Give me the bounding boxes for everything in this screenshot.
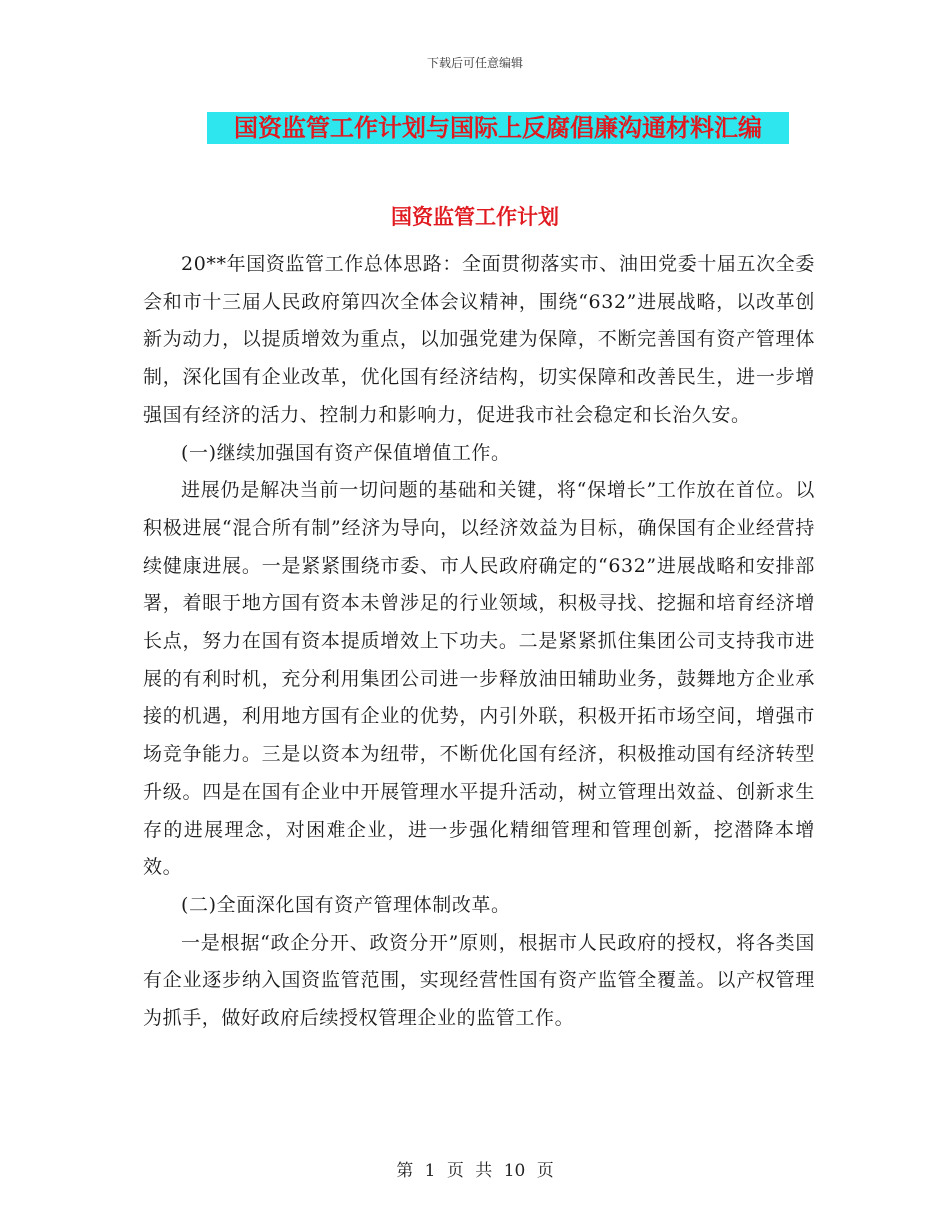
paragraph-reform: 一是根据“政企分开、政资分开”原则，根据市人民政府的授权，将各类国有企业逐步纳入国资监管范围，实现经营性国有资产监管全覆盖。以产权管理为抓手，做好政府后续授权管理企业的监管工作。 [143,931,815,1030]
section-title: 国资监管工作计划 [391,204,559,229]
document-body [143,246,815,1038]
paragraph-heading-2: (二)全面深化国有资产管理体制改革。 [181,893,511,916]
document-title: 国资监管工作计划与国际上反腐倡廉沟通材料汇编 [207,112,789,144]
paragraph-heading-1: (一)继续加强国有资产保值增值工作。 [181,441,511,464]
page-footer: 第 1 页 共 10 页 [396,1161,554,1181]
paragraph-overview: 20**年国资监管工作总体思路：全面贯彻落实市、油田党委十届五次全委会和市十三届人民政府第四次全体会议精神，围绕“632”进展战略，以改革创新为动力，以提质增效为重点，以加强党建为保障，不断完善国有资产管理体制，深化国有企业改革，优化国有经济结构，切实保障和改善民生，进一步增强国有经济的活力、控制力和影响力，促进我市社会稳定和长治久安。 [143,253,815,426]
page-header: 下载后可任意编辑 [426,56,523,70]
paragraph-asset-growth: 进展仍是解决当前一切问题的基础和关键，将“保增长”工作放在首位。以积极进展“混合所有制”经济为导向，以经济效益为目标，确保国有企业经营持续健康进展。一是紧紧围绕市委、市人民政府确定的“632”进展战略和安排部署，着眼于地方国有资本未曾涉足的行业领域，积极寻找、挖掘和培育经济增长点，努力在国有资本提质增效上下功夫。二是紧紧抓住集团公司支持我市进展的有利时机，充分利用集团公司进一步释放油田辅助业务，鼓舞地方企业承接的机遇，利用地方国有企业的优势，内引外联，积极开拓市场空间，增强市场竞争能力。三是以资本为纽带，不断优化国有经济，积极推动国有经济转型升级。四是在国有企业中开展管理水平提升活动，树立管理出效益、创新求生存的进展理念，对困难企业，进一步强化精细管理和管理创新，挖潜降本增效。 [143,479,815,879]
